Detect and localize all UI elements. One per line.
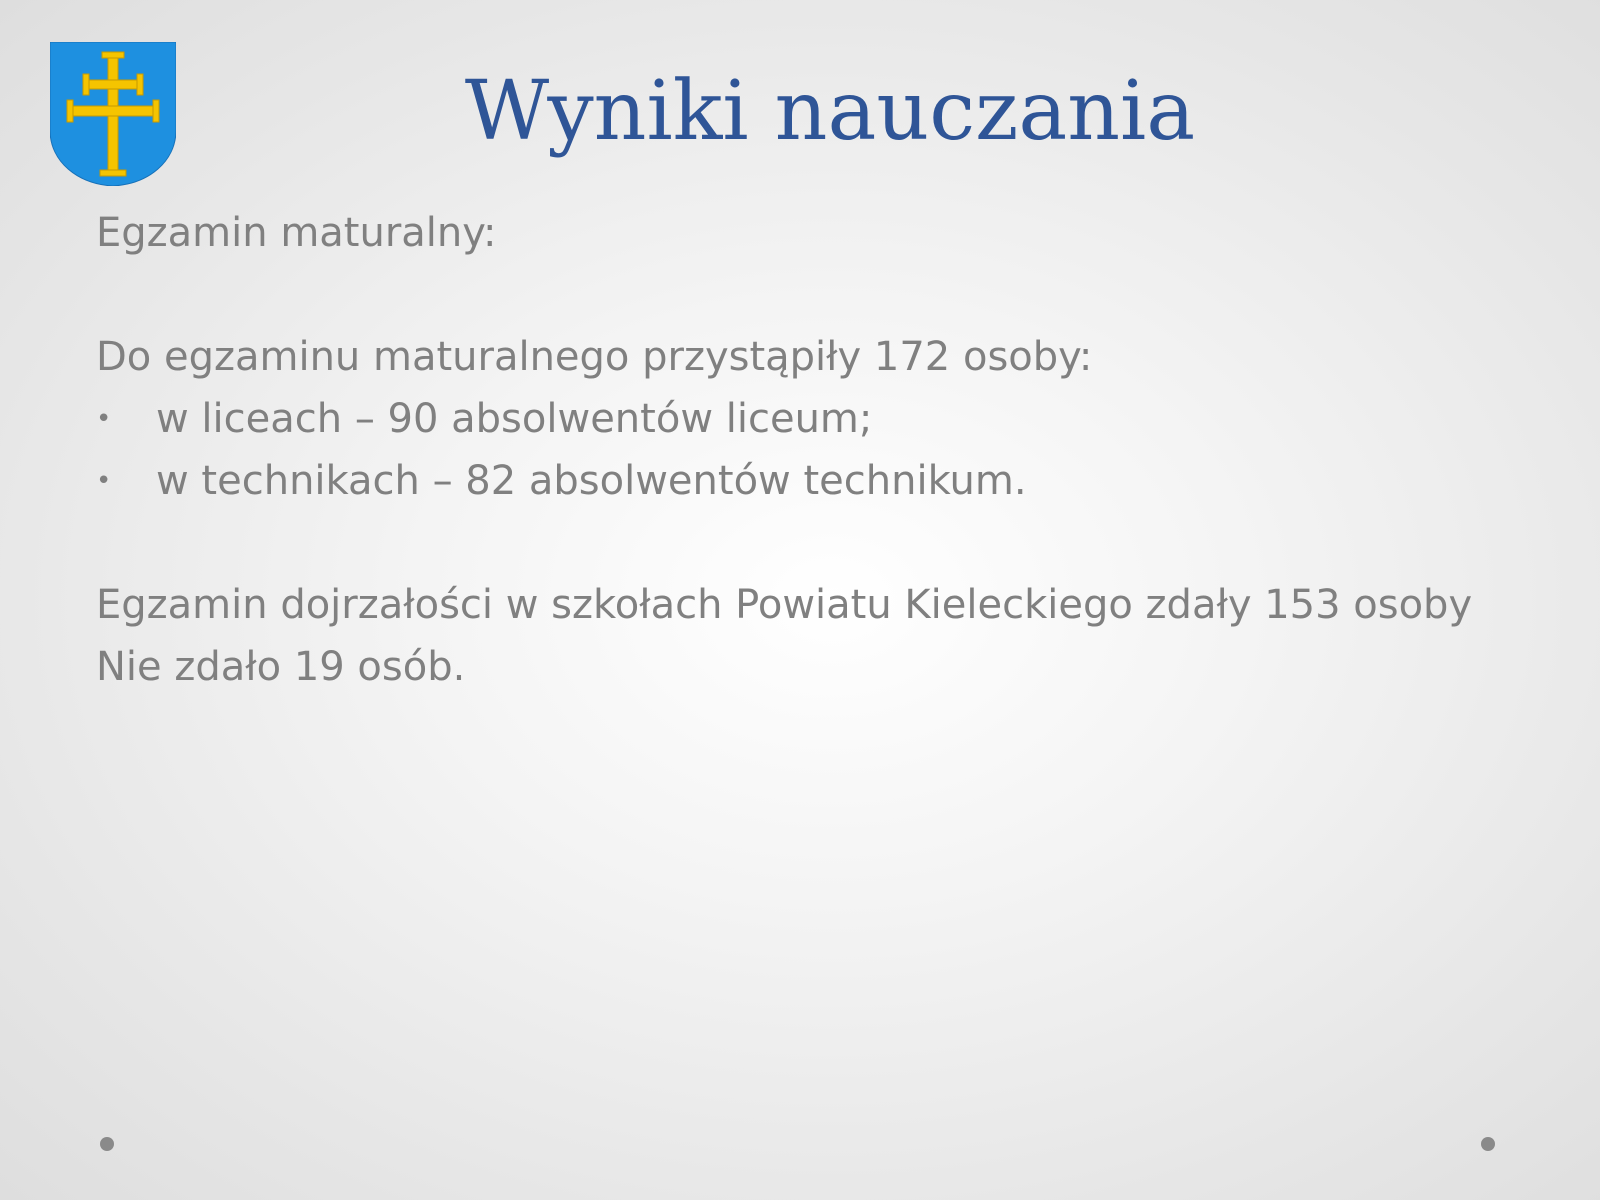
list-item-text: w liceach – 90 absolwentów liceum;	[156, 396, 873, 442]
list-item-text: w technikach – 82 absolwentów technikum.	[156, 458, 1027, 504]
slide-body	[96, 202, 1596, 698]
bullet-icon: •	[96, 404, 112, 434]
decorative-dot-icon	[1481, 1137, 1495, 1151]
result-fail-text: Nie zdało 19 osób.	[96, 644, 466, 690]
bullet-icon: •	[96, 466, 112, 496]
result-pass-text: Egzamin dojrzałości w szkołach Powiatu Kieleckiego zdały 153 osoby	[96, 582, 1473, 628]
coat-of-arms-icon	[50, 42, 176, 186]
section-heading: Egzamin maturalny:	[96, 210, 497, 256]
list-item	[96, 388, 1596, 450]
spacer	[96, 264, 1596, 326]
list-item	[96, 450, 1596, 512]
intro-text: Do egzaminu maturalnego przystąpiły 172 osoby:	[96, 334, 1093, 380]
decorative-dot-icon	[100, 1137, 114, 1151]
slide-title: Wyniki nauczania	[464, 64, 1196, 159]
spacer	[96, 512, 1596, 574]
